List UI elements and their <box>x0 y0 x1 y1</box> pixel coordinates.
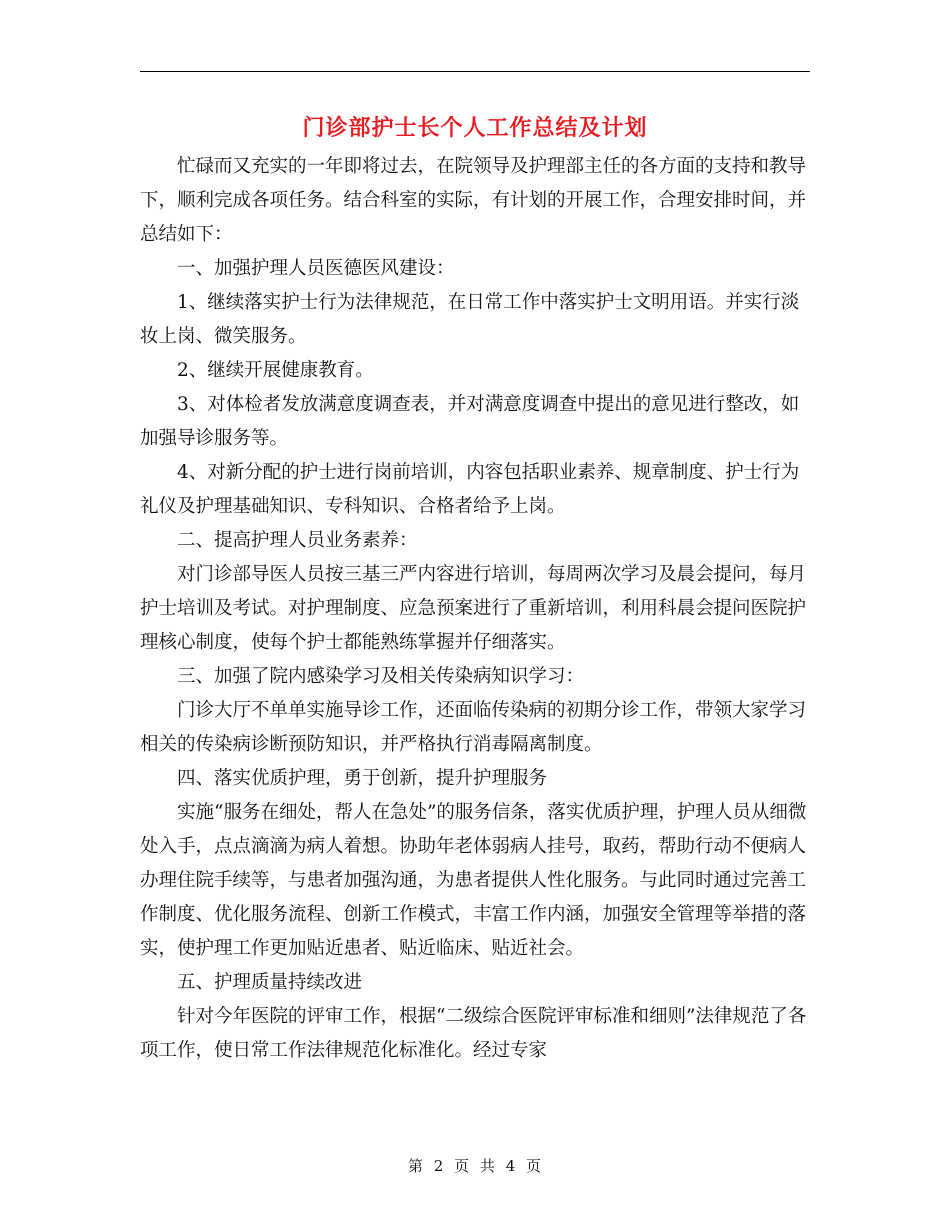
section-heading: 三、加强了院内感染学习及相关传染病知识学习： <box>177 666 585 687</box>
header-rule <box>140 71 810 72</box>
paragraph: 2、继续开展健康教育。 <box>177 360 374 381</box>
footer-total-pages: 4 <box>505 1157 517 1175</box>
section-heading: 四、落实优质护理，勇于创新，提升护理服务 <box>177 768 548 789</box>
footer-suffix: 页 <box>526 1157 543 1175</box>
paragraph: 实施“服务在细处，帮人在急处”的服务信条，落实优质护理，护理人员从细微处入手，点点滴滴为病人着想。协助年老体弱病人挂号，取药，帮助行动不便病人办理住院手续等，与患者加强沟通，为患者提供人性化服务。与此同时通过完善工作制度、优化服务流程、创新工作模式，丰富工作内涵，加强安全管理等举措的落实，使护理工作更加贴近患者、贴近临床、贴近社会。 <box>140 802 807 959</box>
paragraph: 3、对体检者发放满意度调查表，并对满意度调查中提出的意见进行整改，如加强导诊服务等。 <box>140 394 800 449</box>
section-heading: 二、提高护理人员业务素养： <box>177 530 418 551</box>
section-heading: 一、加强护理人员医德医风建设： <box>177 258 455 279</box>
paragraph: 忙碌而又充实的一年即将过去，在院领导及护理部主任的各方面的支持和教导下，顺利完成各项任务。结合科室的实际，有计划的开展工作，合理安排时间，并总结如下： <box>140 156 807 245</box>
footer-prefix: 第 <box>407 1157 424 1175</box>
paragraph: 1、继续落实护士行为法律规范，在日常工作中落实护士文明用语。并实行淡妆上岗、微笑服务。 <box>140 292 800 347</box>
page-footer <box>0 1155 950 1176</box>
footer-current-page: 2 <box>433 1157 445 1175</box>
document-title: 门诊部护士长个人工作总结及计划 <box>302 115 648 141</box>
document-body <box>140 150 810 1068</box>
section-heading: 五、护理质量持续改进 <box>177 972 363 993</box>
paragraph: 对门诊部导医人员按三基三严内容进行培训，每周两次学习及晨会提问，每月护士培训及考试。对护理制度、应急预案进行了重新培训，利用科晨会提问医院护理核心制度，使每个护士都能熟练掌握并仔细落实。 <box>140 564 807 653</box>
paragraph: 4、对新分配的护士进行岗前培训，内容包括职业素养、规章制度、护士行为礼仪及护理基础知识、专科知识、合格者给予上岗。 <box>140 462 800 517</box>
footer-page-word: 页 <box>454 1157 471 1175</box>
footer-total-word: 共 <box>479 1157 496 1175</box>
paragraph: 门诊大厅不单单实施导诊工作，还面临传染病的初期分诊工作，带领大家学习相关的传染病诊断预防知识，并严格执行消毒隔离制度。 <box>140 700 807 755</box>
paragraph: 针对今年医院的评审工作，根据“二级综合医院评审标准和细则”法律规范了各项工作，使日常工作法律规范化标准化。经过专家 <box>140 1006 807 1061</box>
